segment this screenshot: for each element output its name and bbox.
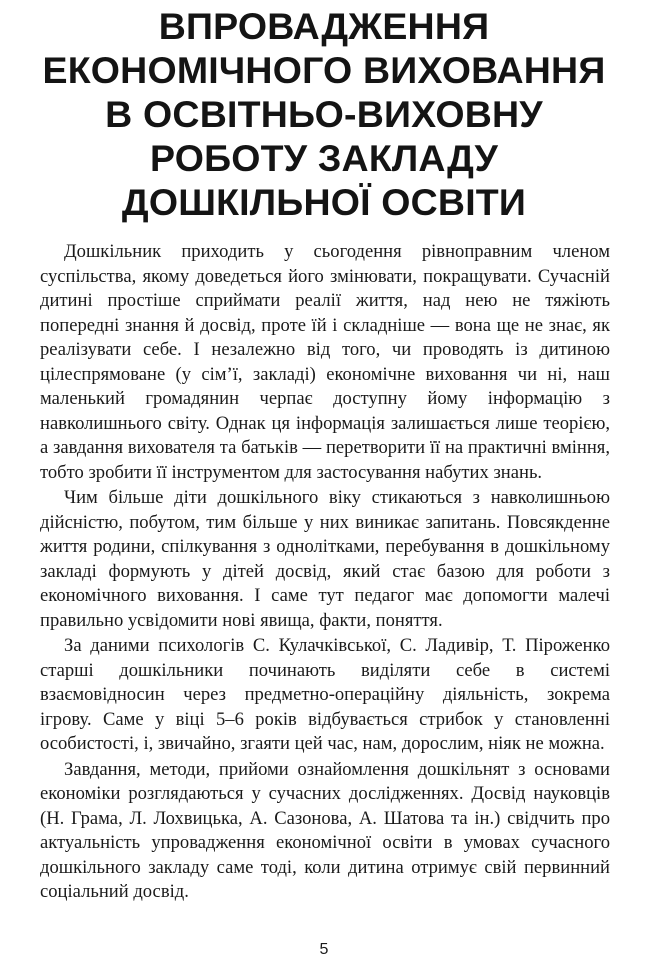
title-line: ЕКОНОМІЧНОГО ВИХОВАННЯ	[42, 49, 606, 91]
paragraph: Завдання, методи, прийоми ознайомлення дошкільнят з основами економіки розглядаються у сучасних дослідженнях. Досвід науковців (Н. Грама, Л. Лохвицька, А. Сазонова, А. Шатова та ін.) свідчить про актуальність упровадження економічної освіти в умовах сучасного дошкільного закладу саме тоді, коли дитина отримує свій первинний соціальний досвід.	[40, 758, 610, 902]
paragraph: За даними психологів С. Кулачківської, С. Ладивір, Т. Піроженко старші дошкільники починають виділяти себе в системі взаємовідносин через предметно-операційну діяльність, зокрема ігрову. Саме у віці 5–6 років відбувається стрибок у становленні особистості, і, звичайно, згаяти цей час, нам, дорослим, ніяк не можна.	[40, 635, 610, 754]
title-line: В ОСВІТНЬО-ВИХОВНУ	[105, 93, 543, 135]
title-line: ВПРОВАДЖЕННЯ	[158, 5, 490, 47]
paragraph: Дошкільник приходить у сьогодення рівноправним членом суспільства, якому доведеться його змінювати, покращувати. Сучасній дитині простіше сприймати реалії життя, над нею не тяжіють попередні знання й досвід, проте їй і складніше — вона ще не знає, як реалізувати себе. І незалежно від того, чи проводять із дитиною цілеспрямоване (у сім’ї, закладі) економічне виховання чи ні, наш маленький громадянин черпає доступну йому інформацію з навколишнього світу. Однак ця інформація залишається лише теорією, а завдання вихователя та батьків — перетворити її на практичні вміння, тобто зробити її інструментом для застосування набутих знань.	[40, 241, 610, 483]
title-line: ДОШКІЛЬНОЇ ОСВІТИ	[121, 181, 527, 223]
paragraph: Чим більше діти дошкільного віку стикаються з навколишньою дійсністю, побутом, тим більше у них виникає запитань. Повсякденне життя родини, спілкування з однолітками, перебування в дошкільному закладі формують у дітей досвід, який стає базою для роботи з економічного виховання. І саме тут педагог має допомогти малечі правильно усвідомити нові явища, факти, поняття.	[40, 487, 610, 631]
page-number: 5	[319, 941, 329, 958]
page-title	[20, 4, 628, 224]
body-text	[40, 240, 610, 905]
title-line: РОБОТУ ЗАКЛАДУ	[149, 137, 498, 179]
